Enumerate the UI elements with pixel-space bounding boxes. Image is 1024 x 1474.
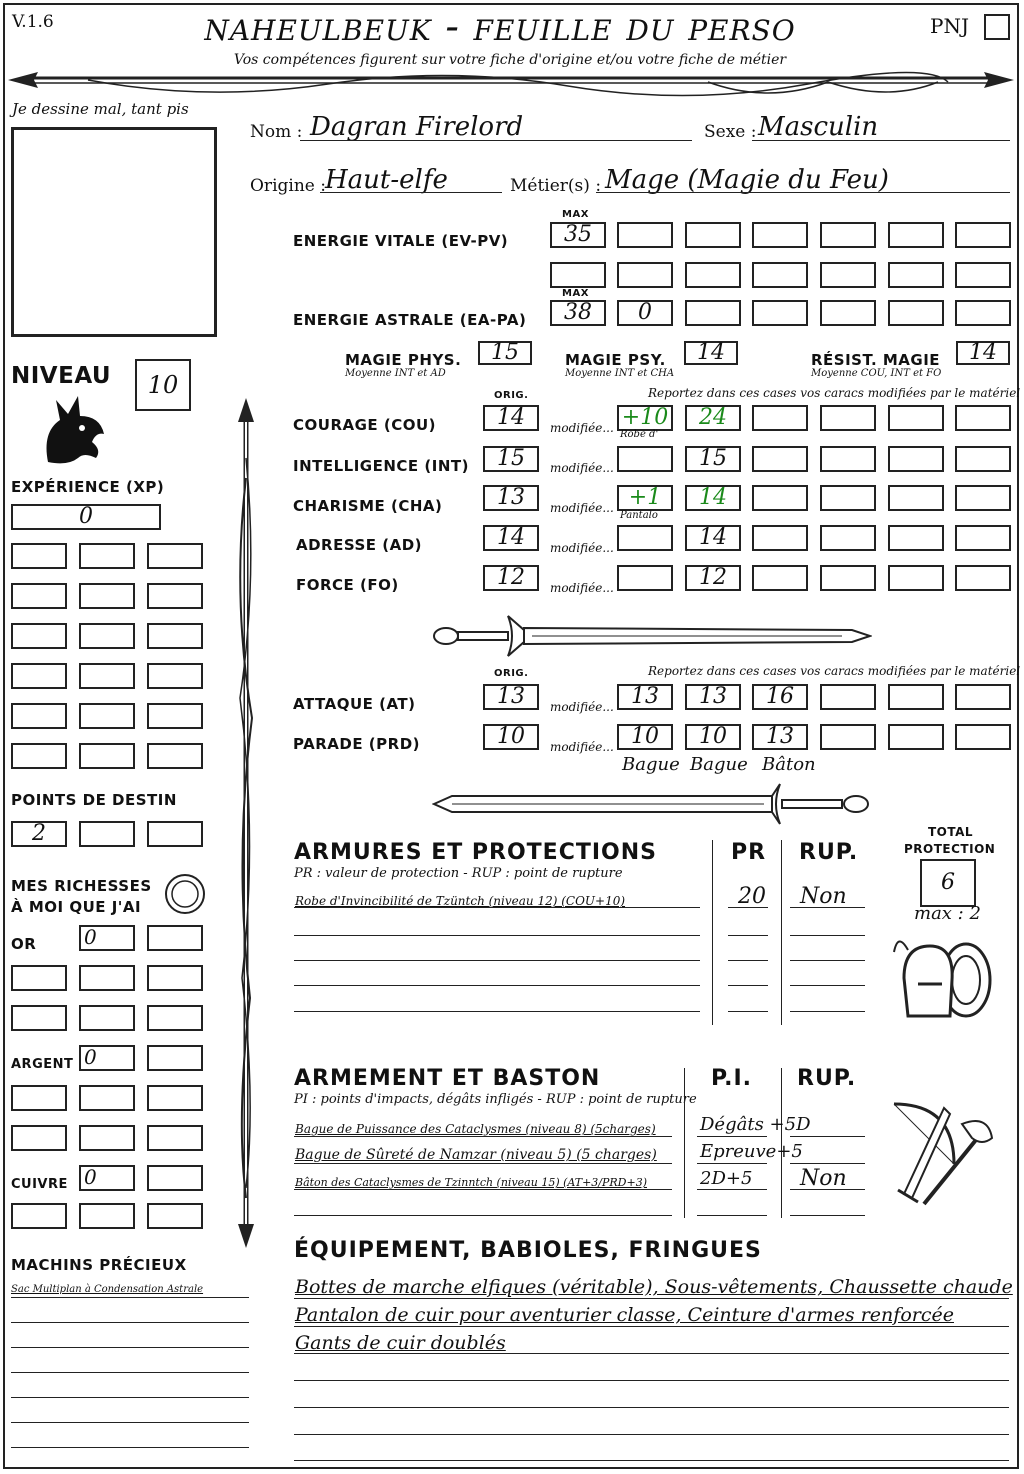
equipement-line bbox=[294, 1380, 1009, 1381]
staff-icon bbox=[228, 398, 264, 1248]
niveau-box[interactable]: 10 bbox=[135, 359, 191, 411]
stat-extra-box[interactable] bbox=[888, 565, 944, 591]
arme-rup-line bbox=[790, 1163, 865, 1164]
ea-max-label: MAX bbox=[562, 288, 589, 299]
ad-label: ADRESSE (AD) bbox=[296, 536, 423, 554]
destin-label: POINTS DE DESTIN bbox=[11, 791, 177, 809]
stat-extra-box[interactable] bbox=[752, 525, 808, 551]
stat-extra-box[interactable] bbox=[888, 525, 944, 551]
combat-source-2: Bague bbox=[690, 754, 748, 775]
equipement-line-2[interactable]: Pantalon de cuir pour aventurier classe, Ceinture d'armes renforcée bbox=[295, 1304, 954, 1326]
arme-item-3-rup[interactable]: Non bbox=[800, 1166, 847, 1191]
money-box[interactable] bbox=[147, 1203, 203, 1229]
stat-extra-box[interactable] bbox=[888, 485, 944, 511]
money-box[interactable] bbox=[79, 1085, 135, 1111]
portrait-caption: Je dessine mal, tant pis bbox=[12, 100, 189, 118]
xp-grid-box[interactable] bbox=[11, 703, 67, 729]
stat-extra-box[interactable] bbox=[820, 446, 876, 472]
arme-item-3[interactable]: Bâton des Cataclysmes de Tzinntch (niveau 15) (AT+3/PRD+3) bbox=[295, 1176, 648, 1189]
armure-pr-line bbox=[728, 1011, 768, 1012]
origine-label: Origine : bbox=[250, 176, 326, 196]
ea-max-box[interactable]: 38 bbox=[550, 300, 606, 326]
cha-mod-box[interactable]: 14 bbox=[685, 485, 741, 511]
stat-extra-box[interactable] bbox=[752, 485, 808, 511]
combat-extra-box[interactable] bbox=[888, 724, 944, 750]
int-modif-label: modifiée... bbox=[550, 461, 614, 475]
riches-label-2: À MOI QUE J'AI bbox=[11, 898, 142, 916]
magie-psy-note: Moyenne INT et CHA bbox=[565, 368, 675, 379]
portrait-box bbox=[11, 127, 217, 337]
combat-extra-box[interactable] bbox=[955, 724, 1011, 750]
xp-grid-box[interactable] bbox=[147, 623, 203, 649]
equipement-line bbox=[294, 1407, 1009, 1408]
precieux-line bbox=[11, 1372, 249, 1373]
stat-extra-box[interactable] bbox=[955, 565, 1011, 591]
coin-icon bbox=[163, 872, 207, 916]
precieux-line bbox=[11, 1297, 249, 1298]
xp-grid-box[interactable] bbox=[147, 743, 203, 769]
pnj-checkbox[interactable] bbox=[984, 14, 1010, 40]
armement-rup-label: RUP. bbox=[797, 1066, 857, 1091]
ev-max-box[interactable]: 35 bbox=[550, 222, 606, 248]
money-box[interactable] bbox=[147, 1085, 203, 1111]
cou-modif-label: modifiée... bbox=[550, 421, 614, 435]
at-mod-1[interactable]: 13 bbox=[617, 684, 673, 710]
sword-icon bbox=[432, 612, 872, 660]
armure-rup-line bbox=[790, 1011, 865, 1012]
xp-grid-box[interactable] bbox=[147, 543, 203, 569]
arme-item-1-pi[interactable]: Dégâts +5D bbox=[700, 1114, 811, 1135]
resist-magie-label: RÉSIST. MAGIE bbox=[811, 351, 941, 369]
cha-label: CHARISME (CHA) bbox=[293, 497, 443, 515]
ev-box-row2[interactable] bbox=[617, 262, 673, 288]
arme-item-2-pi[interactable]: Epreuve+5 bbox=[700, 1141, 803, 1162]
stat-extra-box[interactable] bbox=[820, 485, 876, 511]
xp-grid-box[interactable] bbox=[11, 623, 67, 649]
arme-rup-line bbox=[790, 1189, 865, 1190]
precieux-label: MACHINS PRÉCIEUX bbox=[11, 1256, 187, 1274]
ea-box[interactable] bbox=[888, 300, 944, 326]
money-box[interactable] bbox=[147, 925, 203, 951]
ad-modif-label: modifiée... bbox=[550, 541, 614, 555]
stats-orig-label: ORIG. bbox=[494, 390, 529, 401]
ad-bonus-box[interactable] bbox=[617, 525, 673, 551]
stat-extra-box[interactable] bbox=[888, 446, 944, 472]
niveau-label: NIVEAU bbox=[11, 363, 112, 389]
armures-title: ARMURES ET PROTECTIONS bbox=[294, 840, 657, 865]
ea-box[interactable] bbox=[685, 300, 741, 326]
armure-item-1-rup[interactable]: Non bbox=[800, 884, 847, 909]
armure-line bbox=[294, 960, 700, 961]
destin-box-2[interactable] bbox=[79, 821, 135, 847]
magie-psy-label: MAGIE PSY. bbox=[565, 351, 666, 369]
nom-underline bbox=[300, 140, 692, 141]
xp-grid-box[interactable] bbox=[11, 583, 67, 609]
stat-extra-box[interactable] bbox=[955, 485, 1011, 511]
armement-note: PI : points d'impacts, dégâts infligés - RUP : point de rupture bbox=[294, 1092, 697, 1107]
int-bonus-box[interactable] bbox=[617, 446, 673, 472]
cou-label: COURAGE (COU) bbox=[293, 416, 437, 434]
precieux-item-1[interactable]: Sac Multiplan à Condensation Astrale bbox=[11, 1284, 204, 1295]
stat-extra-box[interactable] bbox=[955, 405, 1011, 431]
armure-line bbox=[294, 1011, 700, 1012]
ea-box[interactable] bbox=[820, 300, 876, 326]
xp-grid-box[interactable] bbox=[11, 663, 67, 689]
money-box[interactable] bbox=[147, 1005, 203, 1031]
cha-modif-label: modifiée... bbox=[550, 501, 614, 515]
magie-phys-box[interactable]: 15 bbox=[478, 341, 532, 365]
stat-extra-box[interactable] bbox=[955, 446, 1011, 472]
cuivre-value[interactable]: 0 bbox=[84, 1165, 97, 1189]
arme-line bbox=[294, 1215, 672, 1216]
equipement-line bbox=[294, 1298, 1009, 1299]
page-title: naheulbeuk - feuille du perso bbox=[204, 4, 796, 50]
ev-box-row2[interactable] bbox=[888, 262, 944, 288]
arme-pi-line bbox=[697, 1136, 767, 1137]
destin-box-3[interactable] bbox=[147, 821, 203, 847]
money-box[interactable] bbox=[11, 965, 67, 991]
xp-grid-box[interactable] bbox=[147, 583, 203, 609]
cou-bonus-box[interactable]: +10 bbox=[617, 405, 673, 431]
destin-box-1[interactable]: 2 bbox=[11, 821, 67, 847]
armures-note: PR : valeur de protection - RUP : point de rupture bbox=[294, 866, 623, 881]
xp-grid-box[interactable] bbox=[11, 543, 67, 569]
xp-grid-box[interactable] bbox=[147, 703, 203, 729]
xp-box[interactable]: 0 bbox=[11, 504, 161, 530]
combat-orig-label: ORIG. bbox=[494, 668, 529, 679]
stat-extra-box[interactable] bbox=[820, 525, 876, 551]
armement-pi-label: P.I. bbox=[711, 1066, 752, 1091]
prd-box[interactable]: 10 bbox=[483, 724, 539, 750]
armure-rup-line bbox=[790, 935, 865, 936]
stat-extra-box[interactable] bbox=[888, 405, 944, 431]
armure-pr-line bbox=[728, 960, 768, 961]
total-protection-label-1: TOTAL bbox=[928, 825, 974, 839]
stat-extra-box[interactable] bbox=[752, 446, 808, 472]
precieux-line bbox=[11, 1422, 249, 1423]
money-box[interactable] bbox=[11, 1125, 67, 1151]
armures-divider-2 bbox=[781, 840, 782, 1025]
magie-psy-box[interactable]: 14 bbox=[684, 341, 738, 365]
combat-source-1: Bague bbox=[622, 754, 680, 775]
xp-grid-box[interactable] bbox=[79, 623, 135, 649]
armure-pr-line bbox=[728, 935, 768, 936]
or-label: OR bbox=[11, 935, 37, 953]
armure-item-1-pr[interactable]: 20 bbox=[738, 884, 766, 909]
money-box[interactable] bbox=[79, 965, 135, 991]
ev-box[interactable] bbox=[617, 222, 673, 248]
combat-extra-box[interactable] bbox=[820, 724, 876, 750]
cou-bonus-source: Robe d' bbox=[620, 429, 659, 440]
money-box[interactable] bbox=[11, 1005, 67, 1031]
armure-rup-line bbox=[790, 907, 865, 908]
cha-bonus-source: Pantalo bbox=[620, 510, 658, 521]
stat-extra-box[interactable] bbox=[820, 565, 876, 591]
prd-mod-1[interactable]: 10 bbox=[617, 724, 673, 750]
ev-box[interactable] bbox=[820, 222, 876, 248]
magie-phys-label: MAGIE PHYS. bbox=[345, 351, 462, 369]
at-modif-label: modifiée... bbox=[550, 700, 614, 714]
ev-box[interactable] bbox=[752, 222, 808, 248]
argent-label: ARGENT bbox=[11, 1057, 74, 1072]
equipement-line bbox=[294, 1353, 1009, 1354]
xp-grid-box[interactable] bbox=[147, 663, 203, 689]
money-box[interactable] bbox=[11, 1085, 67, 1111]
arme-pi-line bbox=[697, 1189, 767, 1190]
stat-extra-box[interactable] bbox=[752, 565, 808, 591]
precieux-line bbox=[11, 1447, 249, 1448]
arme-pi-line bbox=[697, 1215, 767, 1216]
int-box[interactable]: 15 bbox=[483, 446, 539, 472]
ev-box[interactable] bbox=[685, 222, 741, 248]
armure-line bbox=[294, 907, 700, 908]
at-mod-2[interactable]: 13 bbox=[685, 684, 741, 710]
money-box[interactable] bbox=[147, 1045, 203, 1071]
ad-box[interactable]: 14 bbox=[483, 525, 539, 551]
ea-box[interactable] bbox=[955, 300, 1011, 326]
ev-box[interactable] bbox=[888, 222, 944, 248]
cou-box[interactable]: 14 bbox=[483, 405, 539, 431]
ev-box-row2[interactable] bbox=[685, 262, 741, 288]
equipement-line-1[interactable]: Bottes de marche elfiques (véritable), Sous-vêtements, Chaussette chaude bbox=[295, 1276, 1013, 1298]
arme-rup-line bbox=[790, 1136, 865, 1137]
xp-grid-box[interactable] bbox=[79, 663, 135, 689]
fo-label: FORCE (FO) bbox=[296, 576, 399, 594]
precieux-line bbox=[11, 1347, 249, 1348]
prd-label: PARADE (PRD) bbox=[293, 735, 421, 753]
nom-label: Nom : bbox=[250, 122, 303, 142]
sexe-value[interactable]: Masculin bbox=[758, 112, 879, 142]
armement-title: ARMEMENT ET BASTON bbox=[294, 1066, 601, 1091]
total-protection-max: max : 2 bbox=[914, 903, 981, 924]
prd-modif-label: modifiée... bbox=[550, 740, 614, 754]
armures-pr-label: PR bbox=[731, 840, 767, 865]
armures-rup-label: RUP. bbox=[799, 840, 859, 865]
argent-value[interactable]: 0 bbox=[84, 1045, 97, 1069]
precieux-line bbox=[11, 1322, 249, 1323]
xp-grid-box[interactable] bbox=[79, 703, 135, 729]
version-label: V.1.6 bbox=[12, 12, 54, 32]
page-subtitle: Vos compétences figurent sur votre fiche d'origine et/ou votre fiche de métier bbox=[233, 52, 787, 68]
stat-extra-box[interactable] bbox=[820, 405, 876, 431]
nom-value[interactable]: Dagran Firelord bbox=[310, 112, 524, 142]
origine-value[interactable]: Haut-elfe bbox=[325, 165, 448, 195]
armure-rup-line bbox=[790, 960, 865, 961]
ev-box[interactable] bbox=[955, 222, 1011, 248]
origine-underline bbox=[320, 192, 502, 193]
magie-phys-note: Moyenne INT et AD bbox=[345, 368, 446, 379]
ev-box-row2[interactable] bbox=[752, 262, 808, 288]
money-box[interactable] bbox=[11, 1203, 67, 1229]
int-mod-box[interactable]: 15 bbox=[685, 446, 741, 472]
fo-bonus-box[interactable] bbox=[617, 565, 673, 591]
armure-pr-line bbox=[728, 985, 768, 986]
equipement-line bbox=[294, 1434, 1009, 1435]
cha-bonus-box[interactable]: +1 bbox=[617, 485, 673, 511]
fo-mod-box[interactable]: 12 bbox=[685, 565, 741, 591]
xp-grid-box[interactable] bbox=[79, 543, 135, 569]
combat-report-note: Reportez dans ces cases vos caracs modifiées par le matériel bbox=[648, 664, 1021, 678]
stats-report-note: Reportez dans ces cases vos caracs modifiées par le matériel bbox=[648, 386, 1021, 400]
resist-magie-box[interactable]: 14 bbox=[956, 341, 1010, 365]
resist-magie-note: Moyenne COU, INT et FO bbox=[811, 368, 942, 379]
cha-box[interactable]: 13 bbox=[483, 485, 539, 511]
armure-pr-line bbox=[728, 907, 768, 908]
armement-divider-1 bbox=[684, 1068, 685, 1218]
money-box[interactable] bbox=[147, 1165, 203, 1191]
helmet-shield-icon bbox=[890, 928, 994, 1028]
ev-box-row2[interactable] bbox=[955, 262, 1011, 288]
armure-item-1[interactable]: Robe d'Invincibilité de Tzüntch (niveau 12) (COU+10) bbox=[295, 894, 626, 908]
armure-rup-line bbox=[790, 985, 865, 986]
total-protection-box[interactable]: 6 bbox=[920, 859, 976, 907]
xp-grid-box[interactable] bbox=[79, 583, 135, 609]
equipement-line-3[interactable]: Gants de cuir doublés bbox=[295, 1332, 506, 1354]
prd-mod-3[interactable]: 13 bbox=[752, 724, 808, 750]
xp-label: EXPÉRIENCE (XP) bbox=[11, 478, 165, 496]
combat-extra-box[interactable] bbox=[888, 684, 944, 710]
arme-item-2[interactable]: Bague de Sûreté de Namzar (niveau 5) (5 charges) bbox=[295, 1147, 657, 1163]
dragon-icon bbox=[38, 392, 108, 466]
ad-mod-box[interactable]: 14 bbox=[685, 525, 741, 551]
armure-line bbox=[294, 985, 700, 986]
equipement-title: ÉQUIPEMENT, BABIOLES, FRINGUES bbox=[294, 1238, 762, 1263]
cuivre-label: CUIVRE bbox=[11, 1177, 68, 1192]
money-box[interactable] bbox=[79, 1005, 135, 1031]
money-box[interactable] bbox=[79, 1203, 135, 1229]
cou-mod-box[interactable]: 24 bbox=[685, 405, 741, 431]
arme-pi-line bbox=[697, 1163, 767, 1164]
weapons-icon bbox=[884, 1094, 996, 1216]
armure-line bbox=[294, 935, 700, 936]
riches-label-1: MES RICHESSES bbox=[11, 877, 152, 895]
arme-line bbox=[294, 1136, 672, 1137]
arme-line bbox=[294, 1163, 672, 1164]
total-protection-label-2: PROTECTION bbox=[904, 842, 996, 856]
arme-item-3-pi[interactable]: 2D+5 bbox=[700, 1168, 753, 1189]
fo-modif-label: modifiée... bbox=[550, 581, 614, 595]
at-label: ATTAQUE (AT) bbox=[293, 695, 416, 713]
stat-extra-box[interactable] bbox=[752, 405, 808, 431]
at-box[interactable]: 13 bbox=[483, 684, 539, 710]
equipement-line bbox=[294, 1326, 1009, 1327]
xp-grid-box[interactable] bbox=[79, 743, 135, 769]
sexe-underline bbox=[752, 140, 1010, 141]
arme-rup-line bbox=[790, 1215, 865, 1216]
xp-grid-box[interactable] bbox=[11, 743, 67, 769]
metier-label: Métier(s) : bbox=[510, 176, 602, 196]
pnj-label: PNJ bbox=[930, 14, 969, 38]
metier-underline bbox=[596, 192, 1010, 193]
prd-mod-2[interactable]: 10 bbox=[685, 724, 741, 750]
ea-label: ENERGIE ASTRALE (EA-PA) bbox=[293, 311, 527, 329]
sword-icon-2 bbox=[432, 780, 872, 828]
ea-box[interactable] bbox=[752, 300, 808, 326]
precieux-line bbox=[11, 1397, 249, 1398]
int-label: INTELLIGENCE (INT) bbox=[293, 457, 469, 475]
combat-extra-box[interactable] bbox=[955, 684, 1011, 710]
ev-label: ENERGIE VITALE (EV-PV) bbox=[293, 232, 509, 250]
arme-item-1[interactable]: Bague de Puissance des Cataclysmes (niveau 8) (5charges) bbox=[295, 1122, 656, 1136]
sexe-label: Sexe : bbox=[704, 122, 757, 142]
fo-box[interactable]: 12 bbox=[483, 565, 539, 591]
equipement-line bbox=[294, 1460, 1009, 1461]
metier-value[interactable]: Mage (Magie du Feu) bbox=[605, 165, 889, 195]
or-value[interactable]: 0 bbox=[84, 925, 97, 949]
stat-extra-box[interactable] bbox=[955, 525, 1011, 551]
ev-box-row2[interactable] bbox=[820, 262, 876, 288]
ev-max-label: MAX bbox=[562, 209, 589, 220]
arme-line bbox=[294, 1189, 672, 1190]
money-box[interactable] bbox=[79, 1125, 135, 1151]
money-box[interactable] bbox=[147, 965, 203, 991]
ea-current-box[interactable]: 0 bbox=[617, 300, 673, 326]
combat-source-3: Bâton bbox=[762, 754, 816, 775]
ev-box-row2[interactable] bbox=[550, 262, 606, 288]
armures-divider-1 bbox=[712, 840, 713, 1025]
combat-extra-box[interactable] bbox=[820, 684, 876, 710]
at-mod-3[interactable]: 16 bbox=[752, 684, 808, 710]
money-box[interactable] bbox=[147, 1125, 203, 1151]
